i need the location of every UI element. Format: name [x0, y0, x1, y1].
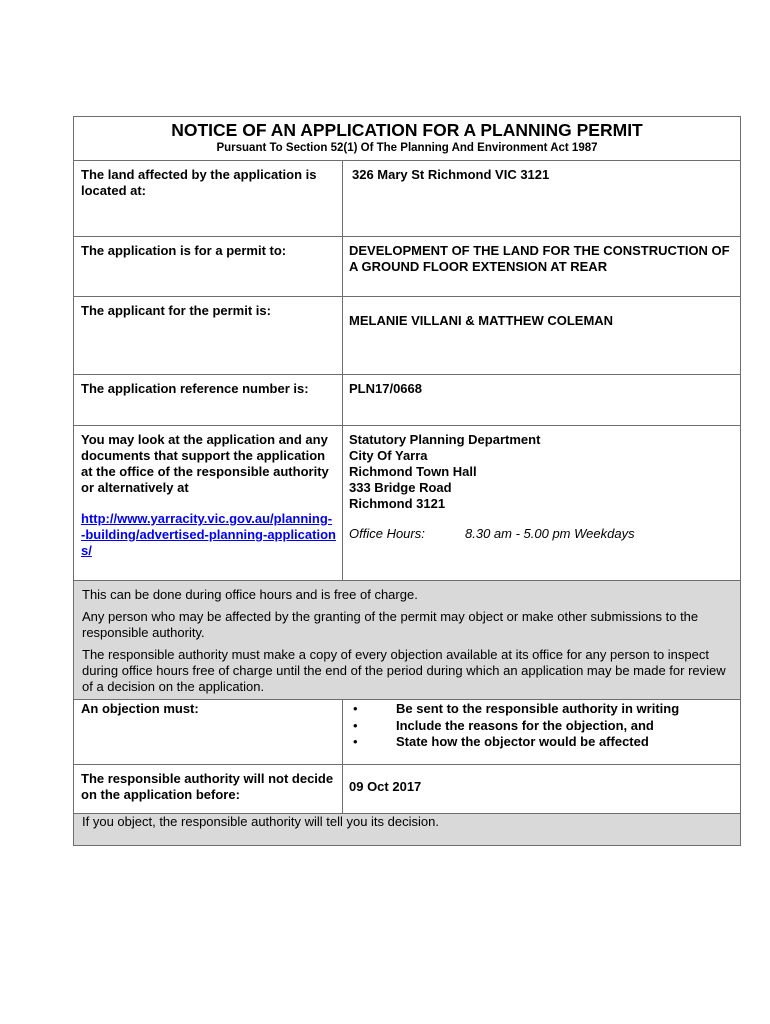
- advertised-applications-link[interactable]: http://www.yarracity.vic.gov.au/planning--building/advertised-planning-applications/: [81, 511, 336, 558]
- list-item-text: Include the reasons for the objection, and: [396, 717, 654, 733]
- list-item-text: State how the objector would be affected: [396, 734, 649, 749]
- office-hours-label: Office Hours:: [349, 526, 425, 541]
- purpose-value: DEVELOPMENT OF THE LAND FOR THE CONSTRUCTION OF A GROUND FLOOR EXTENSION AT REAR: [349, 243, 730, 274]
- address-line: Richmond 3121: [349, 496, 446, 511]
- reference-label: The application reference number is:: [74, 375, 343, 425]
- land-label: The land affected by the application is located at:: [74, 161, 343, 236]
- decision-note: [74, 814, 740, 845]
- inspect-cell: [74, 426, 343, 580]
- note-object: Any person who may be affected by the granting of the permit may object or make other submissions to the responsible authority.: [82, 609, 699, 640]
- note-final: If you object, the responsible authority will tell you its decision.: [82, 814, 439, 829]
- decision-label: The responsible authority will not decide on the application before:: [74, 765, 343, 813]
- reference-value: PLN17/0668: [349, 381, 422, 396]
- office-hours: [349, 526, 734, 542]
- bullet-icon: •: [353, 734, 358, 749]
- info-notes: [74, 581, 740, 700]
- applicant-label: The applicant for the permit is:: [74, 297, 343, 374]
- address-line: Richmond Town Hall: [349, 464, 477, 479]
- row-applicant: [74, 297, 740, 375]
- row-inspect: [74, 426, 740, 581]
- list-item: [349, 701, 734, 718]
- inspect-address-cell: [343, 426, 740, 580]
- land-value: 326 Mary St Richmond VIC 3121: [352, 167, 550, 182]
- address-line: 333 Bridge Road: [349, 480, 452, 495]
- note-copy: The responsible authority must make a copy of every objection available at its office for any person to inspect during office hours free of charge until the end of the period during which an application may be made for review of a decision on the application.: [82, 647, 726, 694]
- row-reference: [74, 375, 740, 426]
- notice-header: [74, 117, 740, 161]
- row-land: [74, 161, 740, 237]
- row-decision: [74, 765, 740, 814]
- row-purpose: [74, 237, 740, 297]
- office-hours-value: 8.30 am - 5.00 pm Weekdays: [465, 526, 635, 541]
- objection-list: [349, 701, 734, 751]
- purpose-label: The application is for a permit to:: [74, 237, 343, 296]
- applicant-value: MELANIE VILLANI & MATTHEW COLEMAN: [349, 313, 614, 328]
- bullet-icon: •: [353, 701, 358, 716]
- list-item: [349, 718, 734, 735]
- objection-list-cell: [343, 700, 740, 764]
- row-objection: [74, 700, 740, 765]
- notice-title: NOTICE OF AN APPLICATION FOR A PLANNING PERMIT: [171, 120, 643, 140]
- bullet-icon: •: [353, 717, 358, 733]
- list-item: [349, 734, 734, 751]
- planning-notice: [73, 116, 741, 846]
- inspect-label: You may look at the application and any documents that support the application at the office of the responsible authority or alternatively at: [81, 432, 329, 495]
- note-free: This can be done during office hours and is free of charge.: [82, 587, 418, 602]
- list-item-text: Be sent to the responsible authority in writing: [396, 701, 680, 716]
- objection-label: An objection must:: [74, 700, 343, 764]
- notice-subtitle: Pursuant To Section 52(1) Of The Planning And Environment Act 1987: [216, 142, 598, 154]
- decision-value: 09 Oct 2017: [349, 779, 422, 794]
- address-line: City Of Yarra: [349, 448, 428, 463]
- address-line: Statutory Planning Department: [349, 432, 541, 447]
